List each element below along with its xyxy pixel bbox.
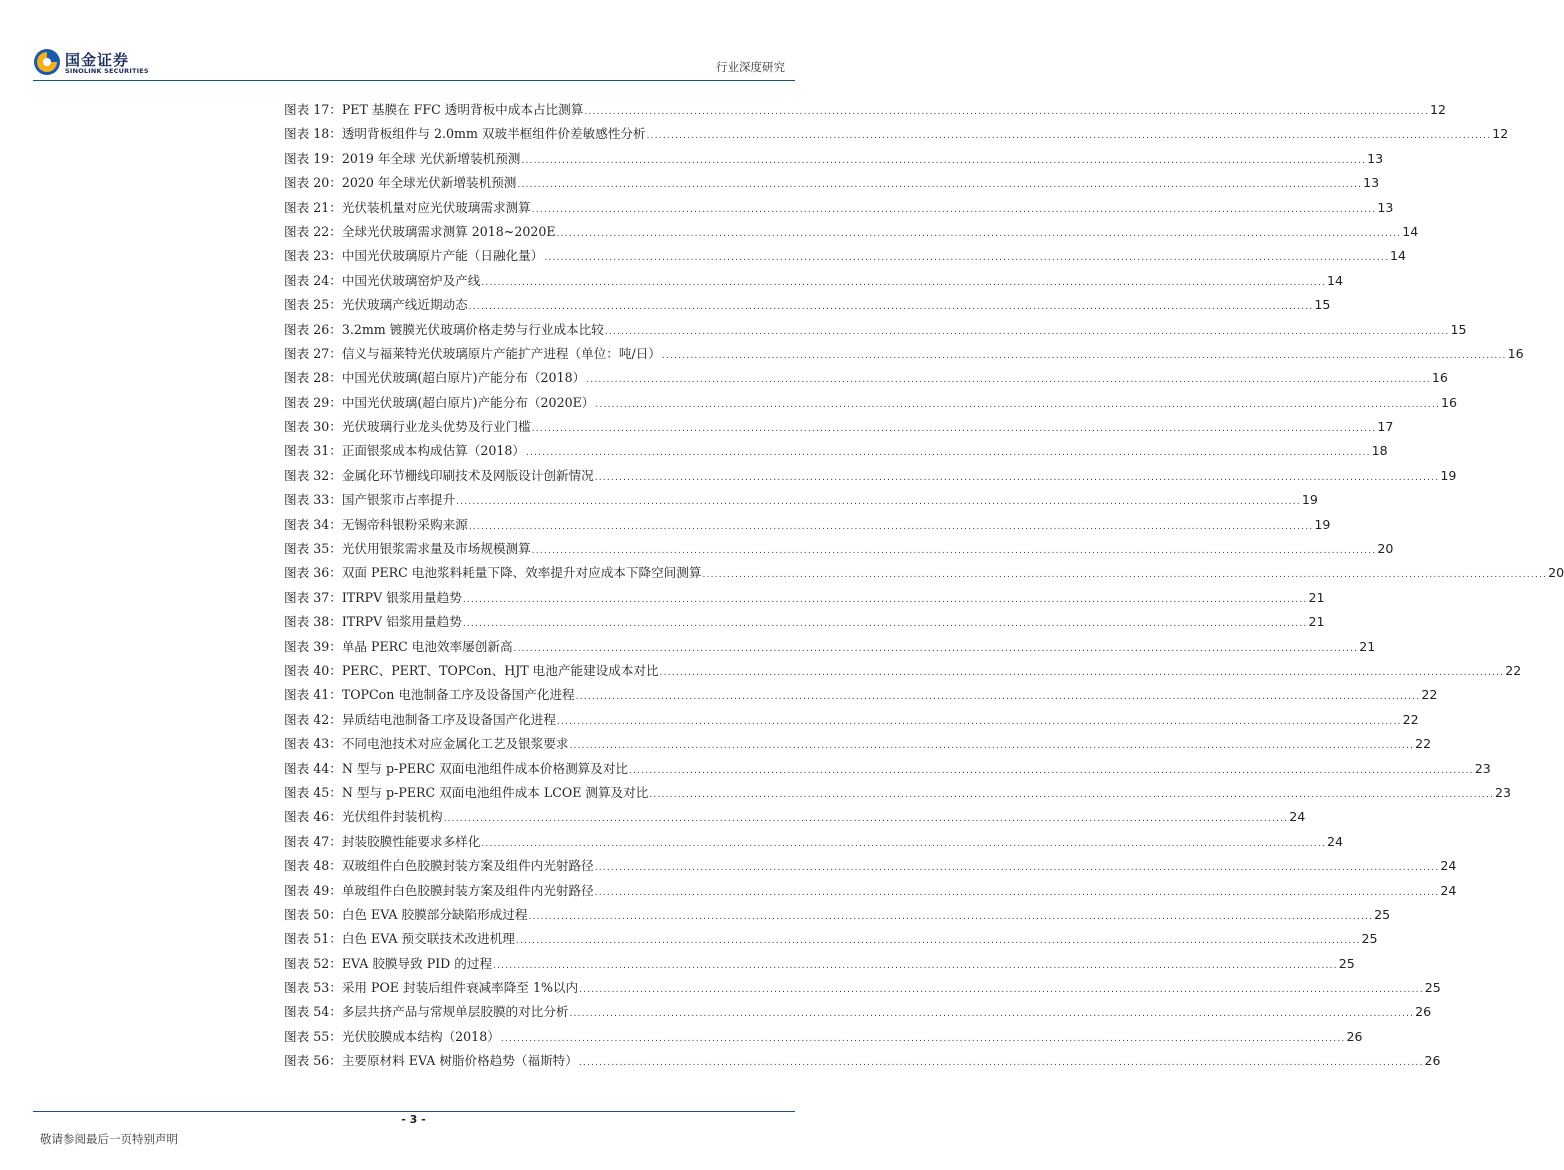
toc-dot-leader xyxy=(629,766,1474,776)
toc-entry-title: PET 基膜在 FFC 透明背板中成本占比测算 xyxy=(341,102,584,117)
toc-entry-label: 图表 24： xyxy=(284,272,342,288)
toc-dot-leader xyxy=(557,229,1402,239)
toc-entry[interactable] xyxy=(284,319,1467,343)
toc-entry-label: 图表 38： xyxy=(284,614,342,630)
toc-entry-title: 采用 POE 封装后组件衰减率降至 1%以内 xyxy=(341,980,579,996)
toc-entry[interactable] xyxy=(284,684,1438,708)
toc-dot-leader xyxy=(456,497,1301,507)
toc-entry[interactable] xyxy=(284,99,1447,123)
toc-entry-title: 光伏胶膜成本结构（2018） xyxy=(341,1028,500,1044)
toc-dot-leader xyxy=(528,912,1373,922)
toc-entry-label: 图表 21： xyxy=(284,199,342,215)
toc-dot-leader xyxy=(463,595,1308,605)
toc-entry-page: 24 xyxy=(1327,833,1344,849)
toc-entry-label: 图表 32： xyxy=(284,467,342,483)
toc-entry-page: 19 xyxy=(1301,492,1318,508)
toc-entry-title: TOPCon 电池制备工序及设备国产化进程 xyxy=(341,687,575,703)
toc-entry-label: 图表 53： xyxy=(284,980,342,996)
toc-entry-page: 13 xyxy=(1363,175,1380,191)
toc-entry-title: 双玻组件白色胶膜封装方案及组件内光射路径 xyxy=(341,858,594,874)
toc-entry[interactable] xyxy=(284,343,1524,367)
toc-entry-title: N 型与 p-PERC 双面电池组件成本价格测算及对比 xyxy=(341,760,629,776)
toc-entry[interactable] xyxy=(284,758,1491,782)
toc-dot-leader xyxy=(544,253,1389,263)
toc-dot-leader xyxy=(469,302,1314,312)
toc-entry[interactable] xyxy=(284,977,1441,1001)
toc-entry[interactable] xyxy=(284,587,1325,611)
toc-entry-title: ITRPV 铝浆用量趋势 xyxy=(341,614,462,630)
toc-dot-leader xyxy=(557,717,1402,727)
toc-entry-title: 2020 年全球光伏新增装机预测 xyxy=(341,175,517,191)
toc-dot-leader xyxy=(579,1058,1424,1068)
toc-entry-page: 22 xyxy=(1505,662,1522,678)
toc-entry-label: 图表 34： xyxy=(284,516,342,532)
toc-entry[interactable] xyxy=(284,221,1419,245)
toc-entry-title: 光伏组件封装机构 xyxy=(341,809,443,825)
toc-entry-label: 图表 50： xyxy=(284,906,342,922)
toc-entry-page: 22 xyxy=(1415,736,1432,752)
toc-dot-leader xyxy=(586,375,1431,385)
toc-entry-page: 21 xyxy=(1308,614,1325,630)
page-number: - 3 - xyxy=(401,1113,426,1126)
toc-entry-label: 图表 18： xyxy=(284,126,342,142)
toc-entry-title: 光伏用银浆需求量及市场规模测算 xyxy=(341,541,531,557)
toc-entry[interactable] xyxy=(284,782,1512,806)
toc-dot-leader xyxy=(532,424,1377,434)
toc-entry-page: 26 xyxy=(1346,1028,1363,1044)
toc-entry-page: 17 xyxy=(1377,419,1394,435)
toc-entry-page: 21 xyxy=(1308,589,1325,605)
toc-entry-page: 21 xyxy=(1359,638,1376,654)
toc-entry-page: 26 xyxy=(1415,1004,1432,1020)
toc-entry-title: 全球光伏玻璃需求测算 2018~2020E xyxy=(341,223,556,239)
toc-entry-title: ITRPV 银浆用量趋势 xyxy=(341,589,462,605)
toc-dot-leader xyxy=(605,327,1450,337)
toc-dot-leader xyxy=(517,180,1362,190)
table-of-figures xyxy=(284,99,1564,1075)
toc-entry-page: 25 xyxy=(1374,906,1391,922)
toc-dot-leader xyxy=(576,692,1421,702)
toc-entry[interactable] xyxy=(284,489,1318,513)
toc-dot-leader xyxy=(532,205,1377,215)
toc-entry-title: N 型与 p-PERC 双面电池组件成本 LCOE 测算及对比 xyxy=(341,784,649,800)
toc-entry-title: PERC、PERT、TOPCon、HJT 电池产能建设成本对比 xyxy=(341,662,659,678)
toc-entry-label: 图表 30： xyxy=(284,419,342,435)
toc-entry-page: 25 xyxy=(1424,980,1441,996)
toc-entry-label: 图表 22： xyxy=(284,223,342,239)
toc-entry-page: 15 xyxy=(1314,297,1331,313)
toc-entry-page: 22 xyxy=(1421,687,1438,703)
toc-entry-page: 23 xyxy=(1474,760,1491,776)
toc-entry[interactable] xyxy=(284,904,1391,928)
toc-entry-label: 图表 52： xyxy=(284,955,342,971)
toc-entry-label: 图表 44： xyxy=(284,760,342,776)
toc-entry[interactable] xyxy=(284,465,1457,489)
toc-entry-page: 12 xyxy=(1492,126,1509,142)
toc-entry-page: 24 xyxy=(1440,882,1457,898)
logo-chinese-name: 国金证券 xyxy=(65,51,130,69)
toc-entry-title: 国产银浆市占率提升 xyxy=(341,492,456,508)
toc-entry-label: 图表 23： xyxy=(284,248,342,264)
toc-entry-label: 图表 37： xyxy=(284,589,342,605)
toc-entry-title: 多层共挤产品与常规单层胶膜的对比分析 xyxy=(341,1004,569,1020)
toc-entry[interactable] xyxy=(284,440,1388,464)
toc-entry-page: 25 xyxy=(1361,931,1378,947)
toc-entry-label: 图表 46： xyxy=(284,809,342,825)
toc-dot-leader xyxy=(514,644,1359,654)
toc-dot-leader xyxy=(702,570,1547,580)
toc-dot-leader xyxy=(481,278,1326,288)
toc-entry-label: 图表 28： xyxy=(284,370,342,386)
toc-entry-title: 单玻组件白色胶膜封装方案及组件内光射路径 xyxy=(341,882,594,898)
toc-entry-page: 13 xyxy=(1377,199,1394,215)
toc-entry-title: 不同电池技术对应金属化工艺及银浆要求 xyxy=(341,736,569,752)
company-logo xyxy=(33,48,163,78)
toc-entry-title: 封装胶膜性能要求多样化 xyxy=(341,833,481,849)
toc-entry-label: 图表 29： xyxy=(284,394,342,410)
toc-dot-leader xyxy=(570,1009,1415,1019)
toc-dot-leader xyxy=(532,546,1377,556)
toc-entry-label: 图表 54： xyxy=(284,1004,342,1020)
toc-dot-leader xyxy=(463,619,1308,629)
toc-entry-title: 单晶 PERC 电池效率屡创新高 xyxy=(341,638,513,654)
toc-entry-page: 19 xyxy=(1440,467,1457,483)
toc-entry-title: 光伏装机量对应光伏玻璃需求测算 xyxy=(341,199,531,215)
toc-entry[interactable] xyxy=(284,367,1448,391)
toc-entry-page: 26 xyxy=(1424,1053,1441,1069)
toc-entry[interactable] xyxy=(284,831,1344,855)
toc-entry-title: 信义与福莱特光伏玻璃原片产能扩产进程（单位：吨/日） xyxy=(341,345,661,361)
document-type: 行业深度研究 xyxy=(716,60,785,74)
toc-dot-leader xyxy=(595,400,1440,410)
toc-entry-label: 图表 55： xyxy=(284,1028,342,1044)
toc-entry[interactable] xyxy=(284,172,1380,196)
toc-dot-leader xyxy=(595,863,1440,873)
toc-entry-page: 24 xyxy=(1440,858,1457,874)
toc-dot-leader xyxy=(481,839,1326,849)
toc-entry[interactable] xyxy=(284,733,1432,757)
toc-entry-label: 图表 43： xyxy=(284,736,342,752)
toc-entry-title: 异质结电池制备工序及设备国产化进程 xyxy=(341,711,556,727)
toc-entry-label: 图表 51： xyxy=(284,931,342,947)
toc-entry-label: 图表 27： xyxy=(284,345,342,361)
toc-entry[interactable] xyxy=(284,855,1457,879)
toc-entry-page: 14 xyxy=(1327,272,1344,288)
toc-entry-label: 图表 26： xyxy=(284,321,342,337)
toc-entry-page: 14 xyxy=(1402,223,1419,239)
toc-dot-leader xyxy=(521,156,1366,166)
toc-entry[interactable] xyxy=(284,270,1344,294)
toc-entry-title: 2019 年全球 光伏新增装机预测 xyxy=(341,150,521,166)
toc-dot-leader xyxy=(526,448,1371,458)
toc-entry-title: 透明背板组件与 2.0mm 双玻半框组件价差敏感性分析 xyxy=(341,126,646,142)
sinolink-logo-icon xyxy=(33,48,61,76)
toc-dot-leader xyxy=(595,473,1440,483)
toc-entry[interactable] xyxy=(284,392,1458,416)
toc-entry[interactable] xyxy=(284,636,1376,660)
toc-dot-leader xyxy=(516,936,1361,946)
toc-entry[interactable] xyxy=(284,197,1394,221)
toc-entry[interactable] xyxy=(284,1026,1363,1050)
toc-entry-label: 图表 36： xyxy=(284,565,342,581)
toc-entry-label: 图表 39： xyxy=(284,638,342,654)
toc-entry-label: 图表 47： xyxy=(284,833,342,849)
toc-dot-leader xyxy=(579,985,1424,995)
toc-entry-label: 图表 31： xyxy=(284,443,342,459)
page-header xyxy=(0,0,827,82)
toc-entry[interactable] xyxy=(284,880,1457,904)
toc-entry-title: 3.2mm 镀膜光伏玻璃价格走势与行业成本比较 xyxy=(341,321,604,337)
toc-dot-leader xyxy=(570,741,1415,751)
toc-entry-title: 光伏玻璃行业龙头优势及行业门槛 xyxy=(341,419,531,435)
toc-entry-page: 18 xyxy=(1371,443,1388,459)
toc-entry[interactable] xyxy=(284,709,1419,733)
toc-entry[interactable] xyxy=(284,538,1394,562)
toc-entry-title: 白色 EVA 胶膜部分缺陷形成过程 xyxy=(341,906,528,922)
toc-entry[interactable] xyxy=(284,294,1331,318)
toc-entry-title: 金属化环节栅线印刷技术及网版设计创新情况 xyxy=(341,467,594,483)
toc-entry-title: 双面 PERC 电池浆料耗量下降、效率提升对应成本下降空间测算 xyxy=(341,565,702,581)
toc-entry-title: 光伏玻璃产线近期动态 xyxy=(341,297,468,313)
toc-entry-page: 13 xyxy=(1367,150,1384,166)
toc-entry-label: 图表 48： xyxy=(284,858,342,874)
toc-entry-page: 15 xyxy=(1450,321,1467,337)
toc-entry-page: 20 xyxy=(1548,565,1564,581)
toc-dot-leader xyxy=(469,522,1314,532)
toc-dot-leader xyxy=(493,961,1338,971)
toc-dot-leader xyxy=(444,814,1289,824)
toc-dot-leader xyxy=(595,888,1440,898)
toc-entry-label: 图表 20： xyxy=(284,175,342,191)
toc-entry[interactable] xyxy=(284,514,1331,538)
toc-entry[interactable] xyxy=(284,928,1378,952)
toc-entry-page: 22 xyxy=(1402,711,1419,727)
toc-entry-page: 25 xyxy=(1338,955,1355,971)
toc-entry-label: 图表 41： xyxy=(284,687,342,703)
toc-entry-title: 中国光伏玻璃(超白原片)产能分布（2020E） xyxy=(341,394,595,410)
toc-entry-label: 图表 49： xyxy=(284,882,342,898)
toc-entry-label: 图表 25： xyxy=(284,297,342,313)
toc-entry-page: 12 xyxy=(1429,102,1447,117)
toc-entry-page: 24 xyxy=(1289,809,1306,825)
toc-dot-leader xyxy=(662,351,1507,361)
toc-entry[interactable] xyxy=(284,1001,1432,1025)
toc-dot-leader xyxy=(660,668,1505,678)
toc-entry[interactable] xyxy=(284,660,1522,684)
toc-entry[interactable] xyxy=(284,806,1306,830)
toc-entry-page: 23 xyxy=(1495,784,1512,800)
toc-dot-leader xyxy=(501,1034,1346,1044)
toc-entry-label: 图表 35： xyxy=(284,541,342,557)
toc-dot-leader xyxy=(649,790,1494,800)
toc-entry-label: 图表 19： xyxy=(284,150,342,166)
toc-dot-leader xyxy=(584,107,1429,117)
toc-entry-page: 14 xyxy=(1389,248,1406,264)
toc-entry-title: 中国光伏玻璃原片产能（日融化量） xyxy=(341,248,544,264)
toc-entry-title: 中国光伏玻璃窑炉及产线 xyxy=(341,272,481,288)
toc-entry-label: 图表 42： xyxy=(284,711,342,727)
toc-entry[interactable] xyxy=(284,416,1394,440)
disclaimer-note: 敬请参阅最后一页特别声明 xyxy=(40,1132,178,1146)
toc-entry-label: 图表 45： xyxy=(284,784,342,800)
toc-entry[interactable] xyxy=(284,562,1564,586)
toc-entry-page: 19 xyxy=(1314,516,1331,532)
toc-entry[interactable] xyxy=(284,1050,1441,1074)
toc-entry-title: 中国光伏玻璃(超白原片)产能分布（2018） xyxy=(341,370,586,386)
toc-entry[interactable] xyxy=(284,123,1509,147)
toc-entry-page: 20 xyxy=(1377,541,1394,557)
toc-dot-leader xyxy=(647,131,1492,141)
header-divider xyxy=(33,80,795,81)
footer-divider xyxy=(33,1111,795,1112)
logo-english-name: SINOLINK SECURITIES xyxy=(65,67,149,75)
toc-entry-label: 图表 33： xyxy=(284,492,342,508)
toc-entry-page: 16 xyxy=(1441,394,1458,410)
toc-entry-label: 图表 40： xyxy=(284,662,342,678)
toc-entry-page: 16 xyxy=(1507,345,1524,361)
toc-entry[interactable] xyxy=(284,953,1355,977)
toc-entry-page: 16 xyxy=(1431,370,1448,386)
toc-entry-title: 主要原材料 EVA 树脂价格趋势（福斯特） xyxy=(341,1053,578,1069)
toc-entry-title: EVA 胶膜导致 PID 的过程 xyxy=(341,955,493,971)
toc-entry[interactable] xyxy=(284,611,1325,635)
toc-entry-title: 白色 EVA 预交联技术改进机理 xyxy=(341,931,515,947)
toc-entry-title: 无锡帝科银粉采购来源 xyxy=(341,516,468,532)
toc-entry[interactable] xyxy=(284,245,1406,269)
toc-entry[interactable] xyxy=(284,148,1384,172)
toc-entry-title: 正面银浆成本构成估算（2018） xyxy=(341,443,525,459)
toc-entry-label: 图表 56： xyxy=(284,1053,342,1069)
toc-entry-label: 图表 17： xyxy=(284,102,342,117)
